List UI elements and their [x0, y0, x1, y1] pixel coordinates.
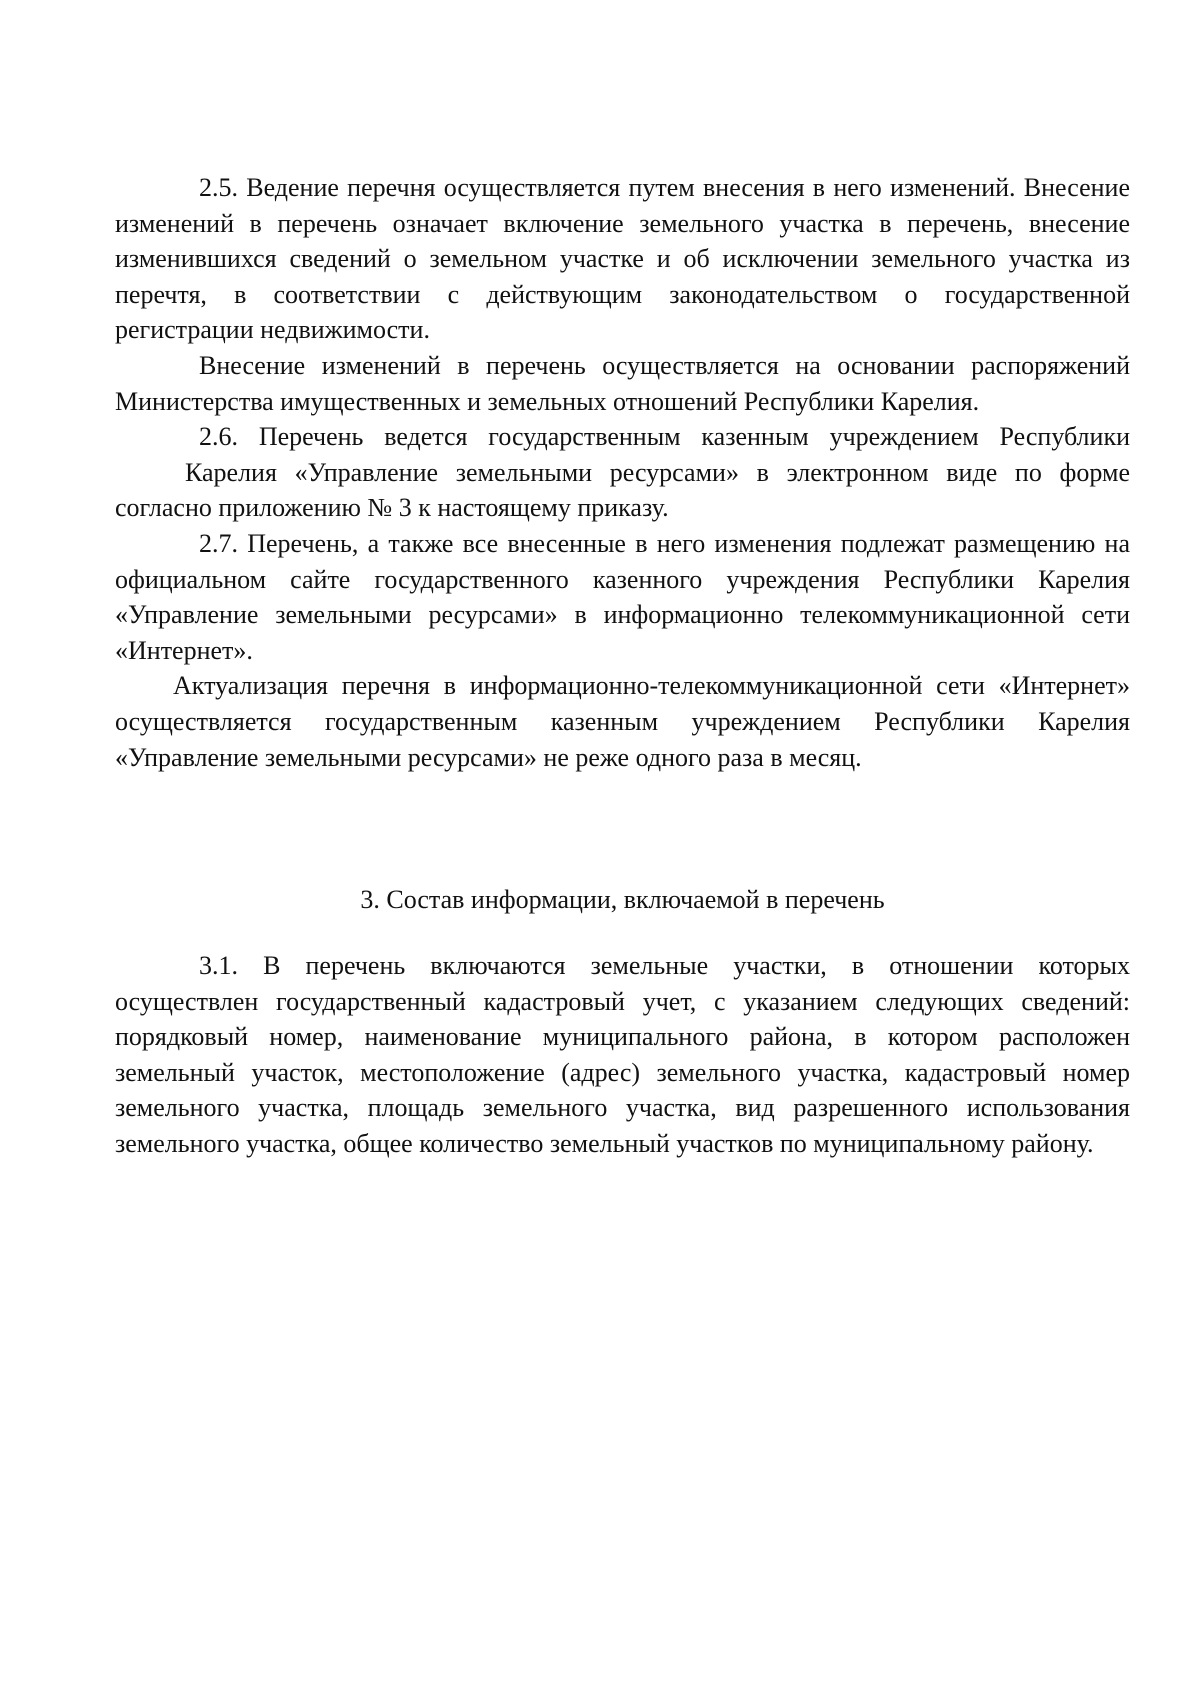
section-2-body	[115, 170, 1130, 775]
section-3-body	[115, 948, 1130, 1162]
paragraph-2-6-line-3: согласно приложению № 3 к настоящему приказу.	[115, 493, 669, 523]
paragraph-2-5: 2.5. Ведение перечня осуществляется путем внесения в него изменений. Внесение изменений в перечень означает включение земельного участка в перечень, внесение изменившихся сведений о земельном участке и об исключении земельного участка из перечтя, в соответствии с действующим законодательством о государственной регистрации недвижимости.	[115, 173, 1130, 345]
paragraph-2-5-continued: Внесение изменений в перечень осуществляется на основании распоряжений Министерства имущественных и земельных отношений Республики Карелия.	[115, 350, 1130, 416]
paragraph-2-7: 2.7. Перечень, а также все внесенные в него изменения подлежат размещению на официальном сайте государственного казенного учреждения Республики Карелия «Управление земельными ресурсами» в информационно телекоммуникационной сети «Интернет».	[115, 528, 1130, 665]
paragraph-2-7-continued: Актуализация перечня в информационно-телекоммуникационной сети «Интернет» осуществляется государственным казенным учреждением Республики Карелия «Управление земельными ресурсами» не реже одного раза в месяц.	[115, 671, 1130, 772]
paragraph-2-6-line-2: Карелия «Управление земельными ресурсами» в электронном виде по форме	[185, 457, 1130, 487]
section-3-heading: 3. Состав информации, включаемой в перечень	[360, 885, 885, 914]
paragraph-2-6	[115, 419, 1130, 526]
paragraph-2-6-line-1: 2.6. Перечень ведется государственным казенным учреждением Республики	[199, 422, 1130, 452]
paragraph-3-1: 3.1. В перечень включаются земельные участки, в отношении которых осуществлен государственный кадастровый учет, с указанием следующих сведений: порядковый номер, наименование муниципального района, в котором расположен земельный участок, местоположение (адрес) земельного участка, кадастровый номер земельного участка, площадь земельного участка, вид разрешенного использования земельного участка, общее количество земельный участков по муниципальному району.	[115, 951, 1130, 1158]
